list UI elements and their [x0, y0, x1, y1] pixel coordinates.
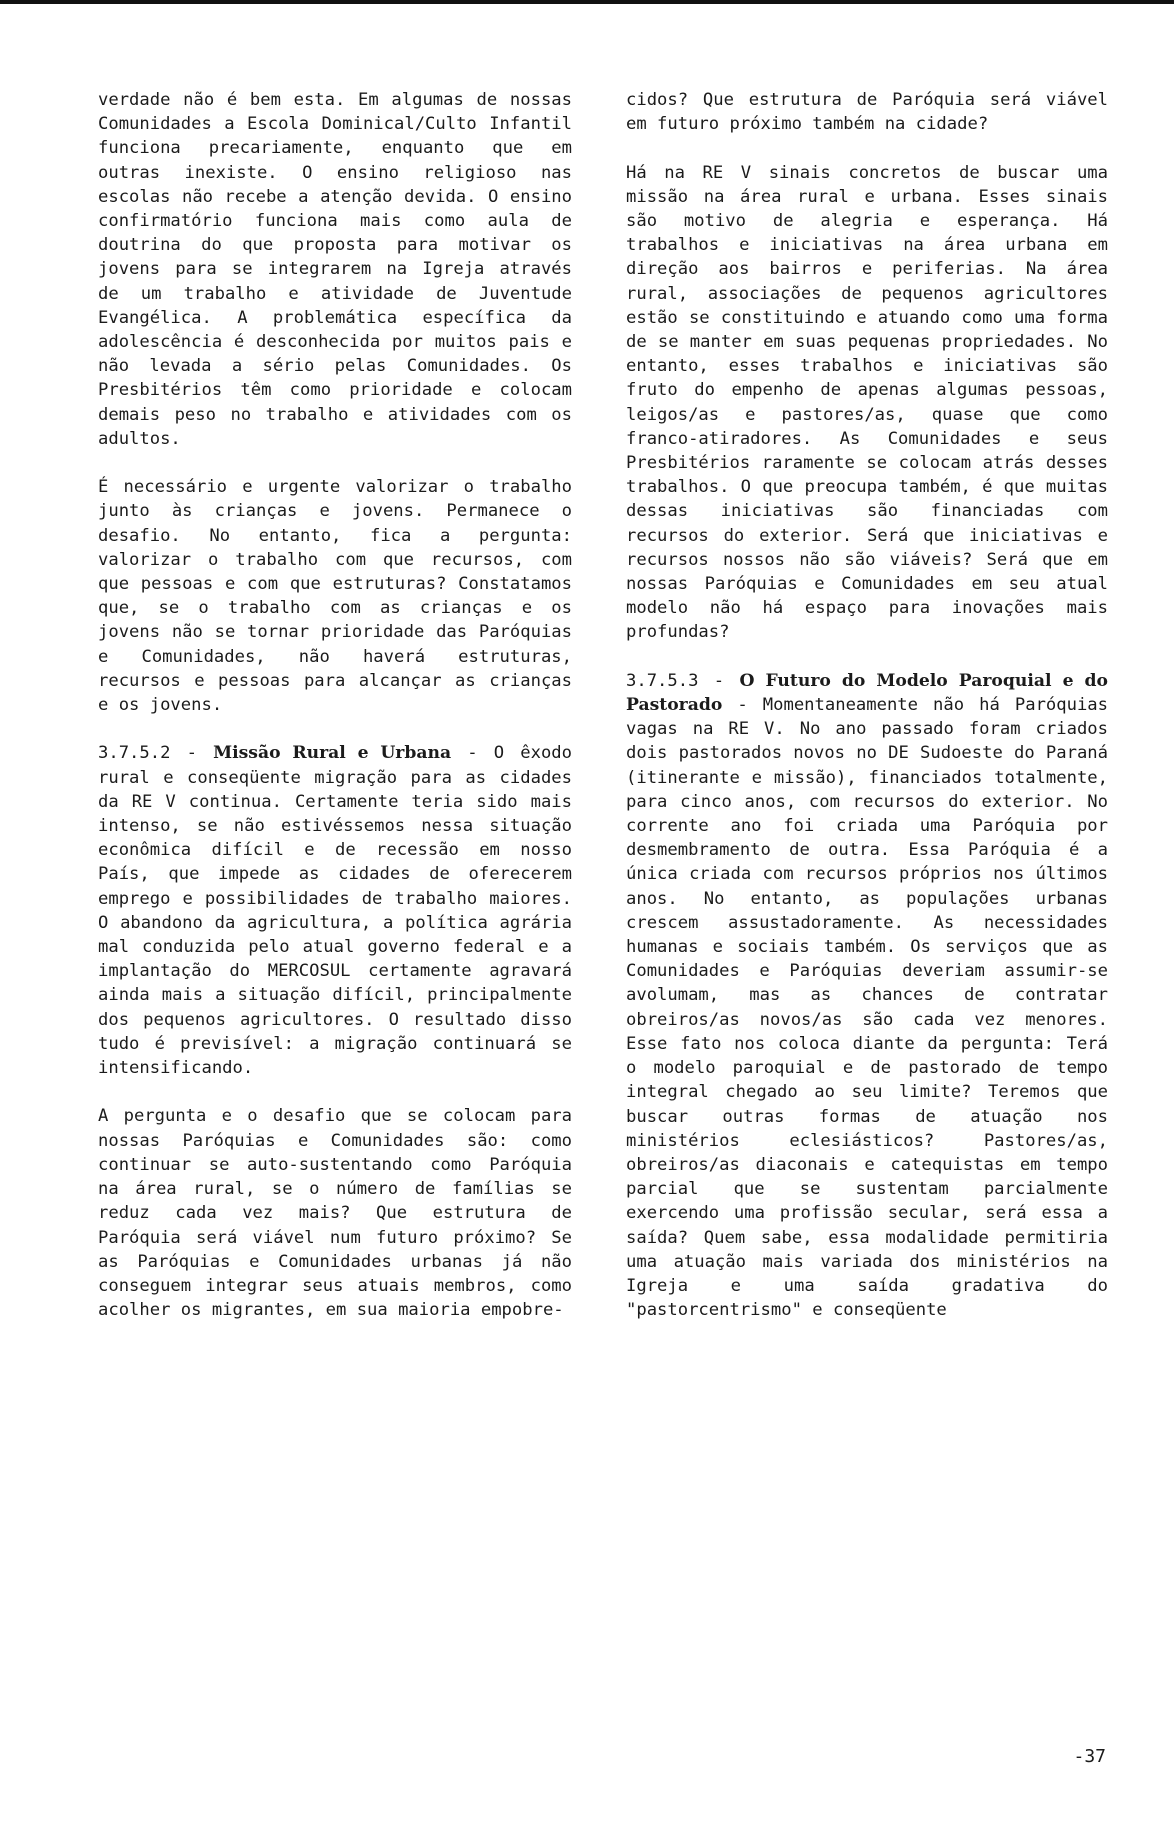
section-3-7-5-3-body: - Momentaneamente não há Paróquias vagas na RE V. No ano passado foram criados dois pastorados novos no DE Sudoeste do Paraná (itinerante e missão), financiados totalmente, para cinco anos, com recursos do exterior. No corrente ano foi criada uma Paróquia por desmembramento de outra. Essa Paróquia é a única criada com recursos próprios nos últimos anos. No entanto, as populações urbanas crescem assustadoramente. As necessidades humanas e sociais também. Os serviços que as Comunidades e Paróquias deveriam assumir-se avolumam, mas as chances de contratar obreiros/as novos/as são cada vez menores. Esse fato nos coloca diante da pergunta: Terá o modelo paroquial e de pastorado de tempo integral chegado ao seu limite? Teremos que buscar outras formas de atuação nos ministérios eclesiásticos? Pastores/as, obreiros/as diaconais e catequistas em tempo parcial que se sustentam parcialmente exercendo uma profissão secular, será essa a saída? Quem sabe, essa modalidade permitiria uma atuação mais variada dos ministérios na Igreja e uma saída gradativa do "pastorcentrismo" e conseqüente: [626, 695, 1108, 1321]
left-paragraph-2: É necessário e urgente valorizar o trabalho junto às crianças e jovens. Permanece o desafio. No entanto, fica a pergunta: valorizar o trabalho com que recursos, com que pessoas e com que estruturas? Constatamos que, se o trabalho com as crianças e os jovens não se tornar prioridade das Paróquias e Comunidades, não haverá estruturas, recursos e pessoas para alcançar as crianças e os jovens.: [98, 477, 572, 716]
section-3-7-5-2-number: 3.7.5.2 -: [98, 743, 197, 764]
section-3-7-5-3-number: 3.7.5.3 -: [626, 670, 725, 691]
left-column: [98, 88, 572, 1347]
section-3-7-5-2: [98, 741, 572, 1080]
page-number: -37: [1073, 1746, 1106, 1767]
right-paragraph-1: cidos? Que estrutura de Paróquia será viável em futuro próximo também na cidade?: [626, 90, 1108, 135]
left-paragraph-1: verdade não é bem esta. Em algumas de nossas Comunidades a Escola Dominical/Culto Infantil funciona precariamente, enquanto que em outras inexiste. O ensino religioso nas escolas não recebe a atenção devida. O ensino confirmatório funciona mais como aula de doutrina do que proposta para motivar os jovens para se integrarem na Igreja através de um trabalho e atividade de Juventude Evangélica. A problemática específica da adolescência é desconhecida por muitos pais e não levada a sério pelas Comunidades. Os Presbitérios têm como prioridade e colocam demais peso no trabalho e atividades com os adultos.: [98, 90, 572, 449]
right-paragraph-2: Há na RE V sinais concretos de buscar uma missão na área rural e urbana. Esses sinais são motivo de alegria e esperança. Há trabalhos e iniciativas na área urbana em direção aos bairros e periferias. Na área rural, associações de pequenos agricultores estão se constituindo e atuando como uma forma de se manter em suas pequenas propriedades. No entanto, esses trabalhos e iniciativas são fruto do empenho de apenas algumas pessoas, leigos/as e pastores/as, quase que como franco-atiradores. As Comunidades e seus Presbitérios raramente se colocam atrás desses trabalhos. O que preocupa também, é que muitas dessas iniciativas são financiadas com recursos do exterior. Será que iniciativas e recursos nossos não são viáveis? Será que em nossas Paróquias e Comunidades em seu atual modelo não há espaço para inovações mais profundas?: [626, 162, 1108, 643]
section-3-7-5-2-heading: Missão Rural e Urbana: [213, 743, 452, 764]
right-column: [626, 88, 1108, 1347]
left-paragraph-4: A pergunta e o desafio que se colocam para nossas Paróquias e Comunidades são: como continuar se auto-sustentando como Paróquia na área rural, se o número de famílias se reduz cada vez mais? Que estrutura de Paróquia será viável num futuro próximo? Se as Paróquias e Comunidades urbanas já não conseguem integrar seus atuais membros, como acolher os migrantes, em sua maioria empobre-: [98, 1106, 572, 1321]
section-3-7-5-2-body: - O êxodo rural e conseqüente migração para as cidades da RE V continua. Certamente teria sido mais intenso, se não estivéssemos nessa situação econômica difícil e de recessão em nosso País, que impede as cidades de oferecerem emprego e possibilidades de trabalho maiores. O abandono da agricultura, a política agrária mal conduzida pelo atual governo federal e a implantação do MERCOSUL certamente agravará ainda mais a situação difícil, principalmente dos pequenos agricultores. O resultado disso tudo é previsível: a migração continuará se intensificando.: [98, 743, 572, 1079]
page-top-border: [0, 0, 1174, 4]
section-3-7-5-3: [626, 669, 1108, 1322]
section-3-7-5-3-heading: O Futuro do Modelo Paroquial e do Pastorado: [626, 670, 1109, 716]
